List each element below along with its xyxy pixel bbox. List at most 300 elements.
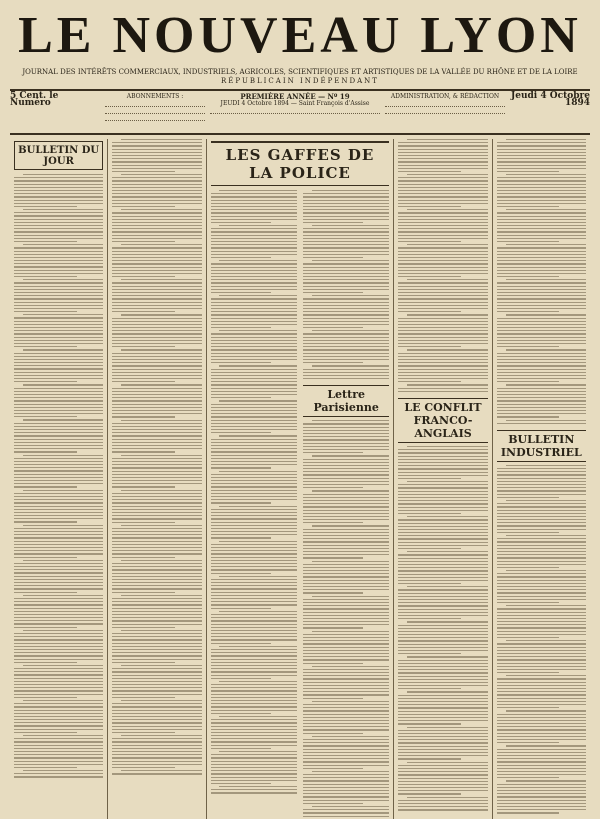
text-line	[211, 200, 297, 201]
text-line	[219, 646, 297, 647]
text-line	[211, 528, 297, 529]
text-line	[398, 203, 487, 204]
text-line	[14, 633, 103, 634]
text-line	[497, 321, 586, 322]
text-line	[211, 509, 297, 510]
text-line	[497, 726, 586, 727]
text-line	[211, 639, 297, 640]
text-line	[303, 519, 389, 520]
text-line	[211, 595, 297, 596]
text-line	[14, 579, 103, 580]
text-line	[407, 174, 487, 175]
text-line	[14, 582, 103, 583]
text-line	[121, 595, 201, 596]
text-line	[14, 761, 103, 762]
text-line	[497, 720, 586, 721]
text-line	[398, 273, 487, 274]
text-line	[398, 449, 487, 450]
text-line	[112, 353, 201, 354]
text-line	[303, 570, 389, 571]
text-line	[112, 620, 201, 621]
text-line	[497, 423, 586, 424]
text-line	[112, 668, 201, 669]
text-line	[112, 553, 201, 554]
text-line	[303, 270, 389, 271]
text-line	[398, 190, 487, 191]
text-line	[14, 470, 103, 471]
text-line	[303, 634, 389, 635]
text-line	[303, 196, 389, 197]
text-line	[23, 455, 103, 456]
text-line	[303, 621, 389, 622]
text-line	[398, 369, 487, 370]
issue-day: JEUDI 4 Octobre 1894 — Saint François d'Assise	[210, 100, 380, 107]
text-line	[407, 349, 487, 350]
text-line	[112, 416, 175, 417]
text-line	[398, 532, 487, 533]
text-line	[23, 560, 103, 561]
text-line	[303, 247, 389, 248]
text-line	[112, 435, 201, 436]
text-line	[112, 451, 175, 452]
text-line	[398, 491, 487, 492]
text-line	[303, 478, 389, 479]
text-line	[303, 378, 389, 379]
text-line	[303, 314, 389, 315]
text-line	[303, 710, 389, 711]
text-line	[497, 548, 586, 549]
text-line	[312, 736, 390, 737]
text-line	[112, 247, 201, 248]
text-line	[497, 381, 560, 382]
text-line	[211, 687, 297, 688]
text-line	[112, 611, 201, 612]
text-line	[112, 260, 201, 261]
text-line	[398, 478, 461, 479]
text-line	[506, 710, 586, 711]
text-line	[112, 710, 201, 711]
text-line	[112, 624, 201, 625]
text-line	[497, 330, 586, 331]
text-line	[14, 541, 103, 542]
text-line	[303, 286, 389, 287]
text-line	[211, 388, 297, 389]
text-line	[312, 455, 390, 456]
text-line	[211, 764, 297, 765]
text-line	[14, 317, 103, 318]
text-line	[112, 659, 201, 660]
text-line	[14, 729, 103, 730]
text-line	[312, 420, 390, 421]
text-line	[211, 391, 297, 392]
text-line	[497, 717, 586, 718]
text-line	[112, 515, 201, 516]
text-line	[398, 558, 487, 559]
text-line	[112, 145, 201, 146]
text-line	[303, 231, 389, 232]
text-line	[497, 311, 560, 312]
text-line	[219, 260, 297, 261]
text-line	[303, 647, 389, 648]
text-line	[211, 649, 297, 650]
text-line	[398, 749, 487, 750]
text-line	[23, 665, 103, 666]
text-line	[14, 751, 103, 752]
article-text	[303, 420, 389, 819]
text-line	[211, 219, 297, 220]
text-line	[398, 260, 487, 261]
text-line	[312, 596, 390, 597]
text-line	[112, 404, 201, 405]
text-line	[112, 400, 201, 401]
text-line	[112, 713, 201, 714]
text-line	[497, 643, 586, 644]
article-text	[14, 174, 103, 778]
text-line	[112, 703, 201, 704]
text-line	[112, 327, 201, 328]
text-line	[112, 413, 201, 414]
text-line	[398, 257, 487, 258]
article-text	[112, 139, 201, 775]
text-line	[112, 388, 201, 389]
text-line	[398, 375, 487, 376]
text-line	[398, 149, 487, 150]
text-line	[303, 583, 389, 584]
text-line	[303, 529, 389, 530]
text-line	[211, 703, 297, 704]
text-line	[219, 716, 297, 717]
text-line	[14, 738, 103, 739]
text-line	[211, 289, 297, 290]
text-line	[497, 698, 586, 699]
text-line	[112, 187, 201, 188]
text-line	[303, 758, 389, 759]
article-text	[497, 465, 586, 814]
text-line	[112, 200, 201, 201]
text-line	[497, 612, 586, 613]
text-line	[14, 343, 103, 344]
text-line	[303, 356, 389, 357]
text-line	[398, 391, 487, 392]
text-line	[14, 592, 77, 593]
text-line	[303, 545, 389, 546]
text-line	[211, 324, 297, 325]
text-line	[14, 273, 103, 274]
text-line	[14, 614, 103, 615]
text-line	[211, 547, 297, 548]
text-line	[497, 545, 586, 546]
text-line	[14, 557, 77, 558]
text-line	[497, 691, 586, 692]
text-line	[312, 330, 390, 331]
text-line	[14, 659, 103, 660]
text-line	[303, 589, 389, 590]
text-line	[211, 308, 297, 309]
text-line	[303, 235, 389, 236]
text-line	[303, 298, 389, 299]
text-line	[303, 430, 389, 431]
text-line	[211, 486, 297, 487]
text-line	[112, 738, 201, 739]
text-line	[219, 435, 297, 436]
text-line	[303, 318, 389, 319]
text-line	[497, 193, 586, 194]
text-line	[14, 235, 103, 236]
text-line	[497, 267, 586, 268]
text-line	[303, 784, 389, 785]
text-line	[497, 487, 586, 488]
text-line	[211, 327, 271, 328]
text-line	[112, 318, 201, 319]
text-line	[112, 754, 201, 755]
text-line	[497, 809, 586, 810]
text-line	[303, 289, 389, 290]
text-line	[398, 781, 487, 782]
text-line	[398, 228, 487, 229]
text-line	[14, 474, 103, 475]
text-line	[303, 532, 389, 533]
text-line	[14, 308, 103, 309]
text-line	[497, 474, 586, 475]
text-line	[211, 346, 297, 347]
text-line	[112, 569, 201, 570]
text-line	[211, 238, 297, 239]
text-line	[497, 184, 586, 185]
text-line	[14, 521, 77, 522]
text-line	[407, 384, 487, 385]
text-line	[14, 499, 103, 500]
text-line	[23, 279, 103, 280]
text-line	[14, 442, 103, 443]
text-line	[211, 569, 297, 570]
text-line	[303, 449, 389, 450]
text-line	[112, 627, 175, 628]
text-line	[497, 400, 586, 401]
text-line	[497, 152, 586, 153]
text-line	[398, 231, 487, 232]
text-line	[497, 742, 560, 743]
text-line	[303, 812, 389, 813]
text-line	[112, 550, 201, 551]
text-line	[14, 722, 103, 723]
text-line	[398, 640, 487, 641]
text-line	[219, 681, 297, 682]
text-line	[112, 308, 201, 309]
text-line	[14, 623, 103, 624]
text-line	[506, 244, 586, 245]
text-line	[506, 314, 586, 315]
text-line	[407, 516, 487, 517]
text-line	[398, 500, 487, 501]
text-line	[497, 576, 586, 577]
text-line	[497, 257, 586, 258]
text-line	[14, 270, 103, 271]
text-line	[398, 711, 487, 712]
text-line	[398, 529, 487, 530]
text-line	[303, 538, 389, 539]
text-line	[211, 537, 271, 538]
text-line	[398, 459, 487, 460]
text-line	[211, 375, 297, 376]
text-line	[211, 697, 297, 698]
text-line	[211, 442, 297, 443]
text-line	[219, 400, 297, 401]
text-line	[121, 665, 201, 666]
text-line	[112, 687, 201, 688]
text-line	[211, 244, 297, 245]
text-line	[497, 158, 586, 159]
text-line	[211, 633, 297, 634]
text-line	[112, 633, 201, 634]
text-line	[211, 343, 297, 344]
text-line	[497, 369, 586, 370]
text-line	[497, 793, 586, 794]
text-line	[211, 655, 297, 656]
text-line	[303, 446, 389, 447]
text-line	[14, 563, 103, 564]
text-line	[211, 263, 297, 264]
industriel-title: BULLETIN INDUSTRIEL	[497, 430, 586, 462]
text-line	[303, 586, 389, 587]
text-line	[506, 640, 586, 641]
text-line	[14, 311, 77, 312]
text-line	[398, 298, 487, 299]
text-line	[497, 308, 586, 309]
administration-label: ADMINISTRATION, & RÉDACTION	[385, 93, 505, 100]
text-line	[506, 605, 586, 606]
text-line	[112, 225, 201, 226]
text-line	[211, 356, 297, 357]
text-line	[312, 771, 390, 772]
text-line	[497, 260, 586, 261]
text-line	[112, 286, 201, 287]
text-line	[398, 545, 487, 546]
text-line	[219, 190, 297, 191]
text-line	[121, 490, 201, 491]
text-line	[497, 525, 586, 526]
text-line	[112, 675, 201, 676]
text-line	[497, 736, 586, 737]
text-line	[398, 235, 487, 236]
text-line	[497, 506, 586, 507]
text-line	[112, 471, 201, 472]
price-label: 5 Cent. le Numéro	[10, 93, 100, 107]
text-line	[211, 665, 297, 666]
text-line	[14, 483, 103, 484]
text-line	[14, 585, 103, 586]
text-line	[398, 730, 487, 731]
text-line	[211, 732, 297, 733]
text-line	[14, 215, 103, 216]
text-line	[506, 384, 586, 385]
text-line	[211, 515, 297, 516]
text-line	[219, 330, 297, 331]
article-text	[398, 446, 487, 811]
text-line	[112, 694, 201, 695]
text-line	[211, 270, 297, 271]
text-line	[303, 682, 389, 683]
text-line	[121, 770, 201, 771]
text-line	[497, 812, 560, 813]
text-line	[497, 353, 586, 354]
text-line	[112, 649, 201, 650]
text-line	[407, 762, 487, 763]
text-line	[303, 468, 389, 469]
text-line	[219, 365, 297, 366]
text-line	[398, 187, 487, 188]
text-line	[211, 206, 297, 207]
text-line	[112, 563, 201, 564]
text-line	[398, 803, 487, 804]
text-line	[497, 161, 586, 162]
text-line	[14, 710, 103, 711]
text-line	[303, 605, 389, 606]
text-line	[303, 541, 389, 542]
text-line	[398, 567, 487, 568]
text-line	[112, 212, 201, 213]
text-line	[398, 538, 487, 539]
text-line	[14, 537, 103, 538]
text-line	[398, 577, 487, 578]
text-line	[398, 720, 487, 721]
text-line	[303, 222, 363, 223]
text-line	[211, 203, 297, 204]
text-line	[398, 523, 487, 524]
text-line	[211, 544, 297, 545]
text-line	[112, 502, 201, 503]
text-line	[497, 407, 586, 408]
text-line	[497, 714, 586, 715]
text-line	[112, 761, 201, 762]
text-line	[398, 346, 461, 347]
text-line	[112, 588, 201, 589]
text-line	[303, 276, 389, 277]
text-line	[14, 531, 103, 532]
text-line	[112, 722, 201, 723]
text-line	[506, 279, 586, 280]
text-line	[398, 362, 487, 363]
text-line	[112, 375, 201, 376]
text-line	[303, 551, 389, 552]
text-line	[398, 660, 487, 661]
text-line	[14, 493, 103, 494]
text-line	[14, 725, 103, 726]
text-line	[112, 343, 201, 344]
text-line	[303, 723, 389, 724]
text-line	[219, 541, 297, 542]
text-line	[112, 662, 175, 663]
text-line	[303, 659, 389, 660]
text-line	[303, 720, 389, 721]
text-line	[14, 697, 77, 698]
text-line	[112, 165, 201, 166]
text-line	[497, 701, 586, 702]
text-line	[112, 608, 201, 609]
text-line	[303, 768, 363, 769]
text-line	[398, 746, 487, 747]
text-line	[398, 327, 487, 328]
text-line	[14, 461, 103, 462]
text-line	[497, 212, 586, 213]
issue-info	[210, 93, 380, 116]
text-line	[303, 206, 389, 207]
text-line	[211, 525, 297, 526]
text-line	[398, 682, 487, 683]
text-line	[398, 359, 487, 360]
text-line	[407, 691, 487, 692]
text-line	[398, 583, 461, 584]
text-line	[14, 643, 103, 644]
